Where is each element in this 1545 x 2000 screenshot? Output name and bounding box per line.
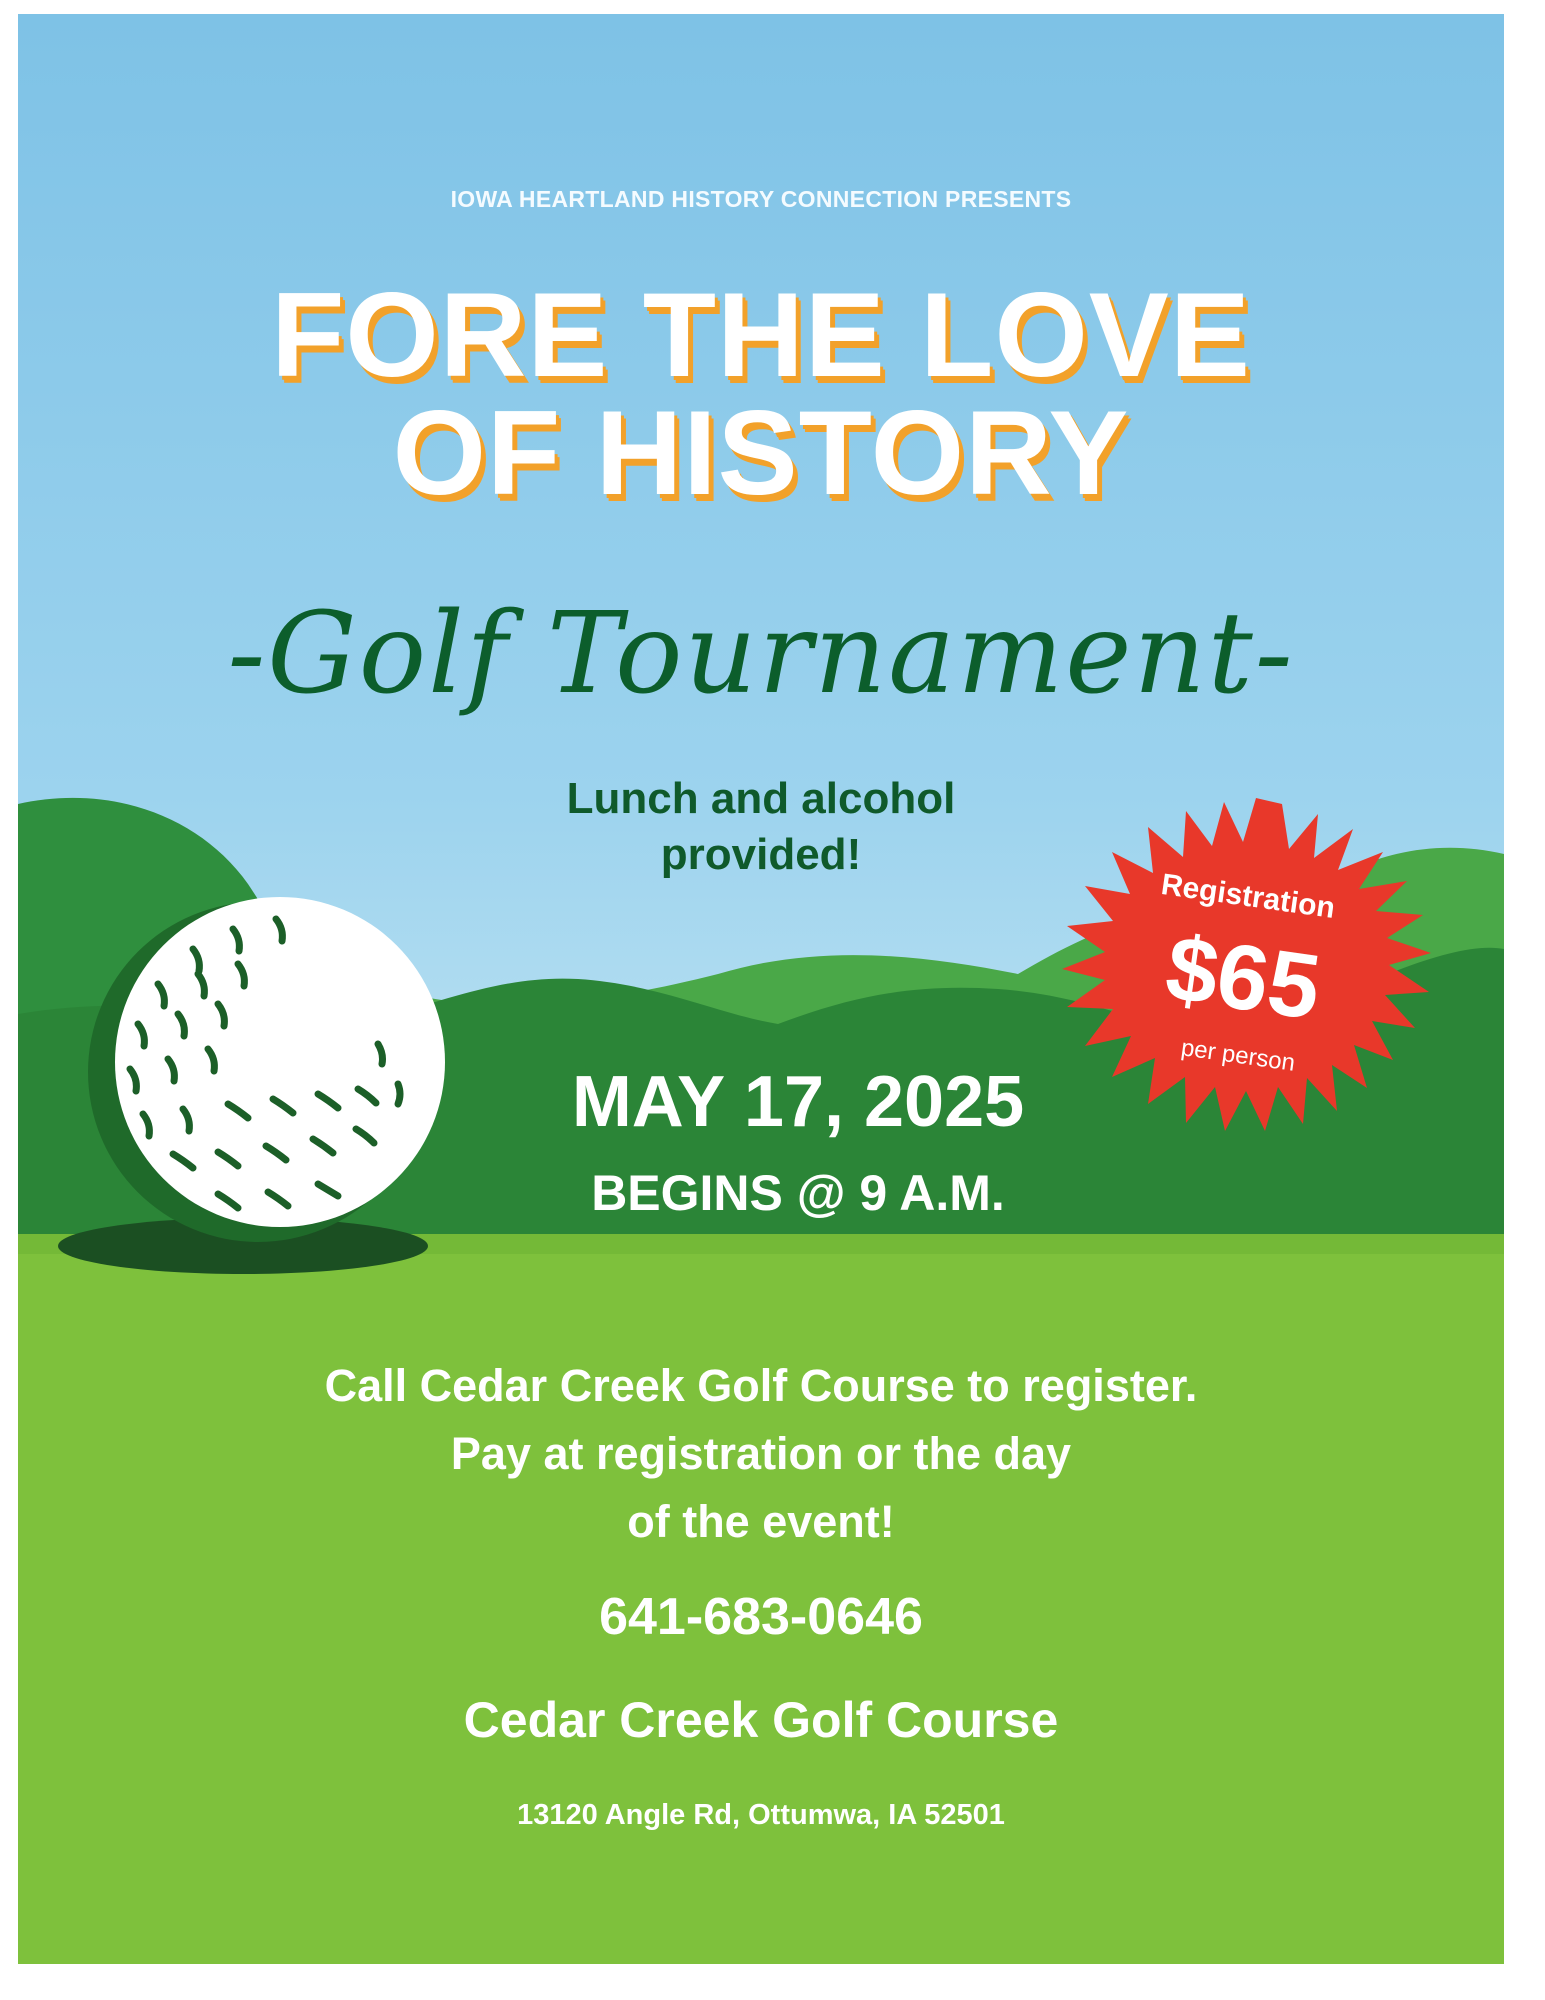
instructions-line-1: Call Cedar Creek Golf Course to register. xyxy=(324,1360,1198,1411)
badge-label: Registration xyxy=(1159,867,1338,926)
presenter-line: IOWA HEARTLAND HISTORY CONNECTION PRESENTS xyxy=(450,186,1072,212)
event-title xyxy=(18,268,1504,520)
perks-line-1: Lunch and alcohol xyxy=(566,774,956,823)
perks-line-2: provided! xyxy=(660,830,862,879)
instructions-line-2: Pay at registration or the day xyxy=(450,1428,1072,1479)
event-title-line-1: FORE THE LOVE xyxy=(271,268,1251,402)
event-title-line-2: OF HISTORY xyxy=(392,386,1130,520)
registration-instructions xyxy=(18,1352,1504,1556)
flyer xyxy=(18,14,1504,1964)
event-subtitle: -Golf Tournament- xyxy=(227,589,1295,719)
perks-text xyxy=(18,771,1504,883)
badge-unit: per person xyxy=(1179,1034,1297,1077)
instructions-line-3: of the event! xyxy=(627,1496,895,1547)
venue-name: Cedar Creek Golf Course xyxy=(463,1692,1059,1748)
venue-address: 13120 Angle Rd, Ottumwa, IA 52501 xyxy=(517,1799,1005,1831)
event-start-time: BEGINS @ 9 A.M. xyxy=(591,1165,1005,1221)
badge-price: $65 xyxy=(1159,916,1327,1040)
event-date: MAY 17, 2025 xyxy=(571,1062,1025,1142)
phone-number: 641-683-0646 xyxy=(599,1588,923,1646)
